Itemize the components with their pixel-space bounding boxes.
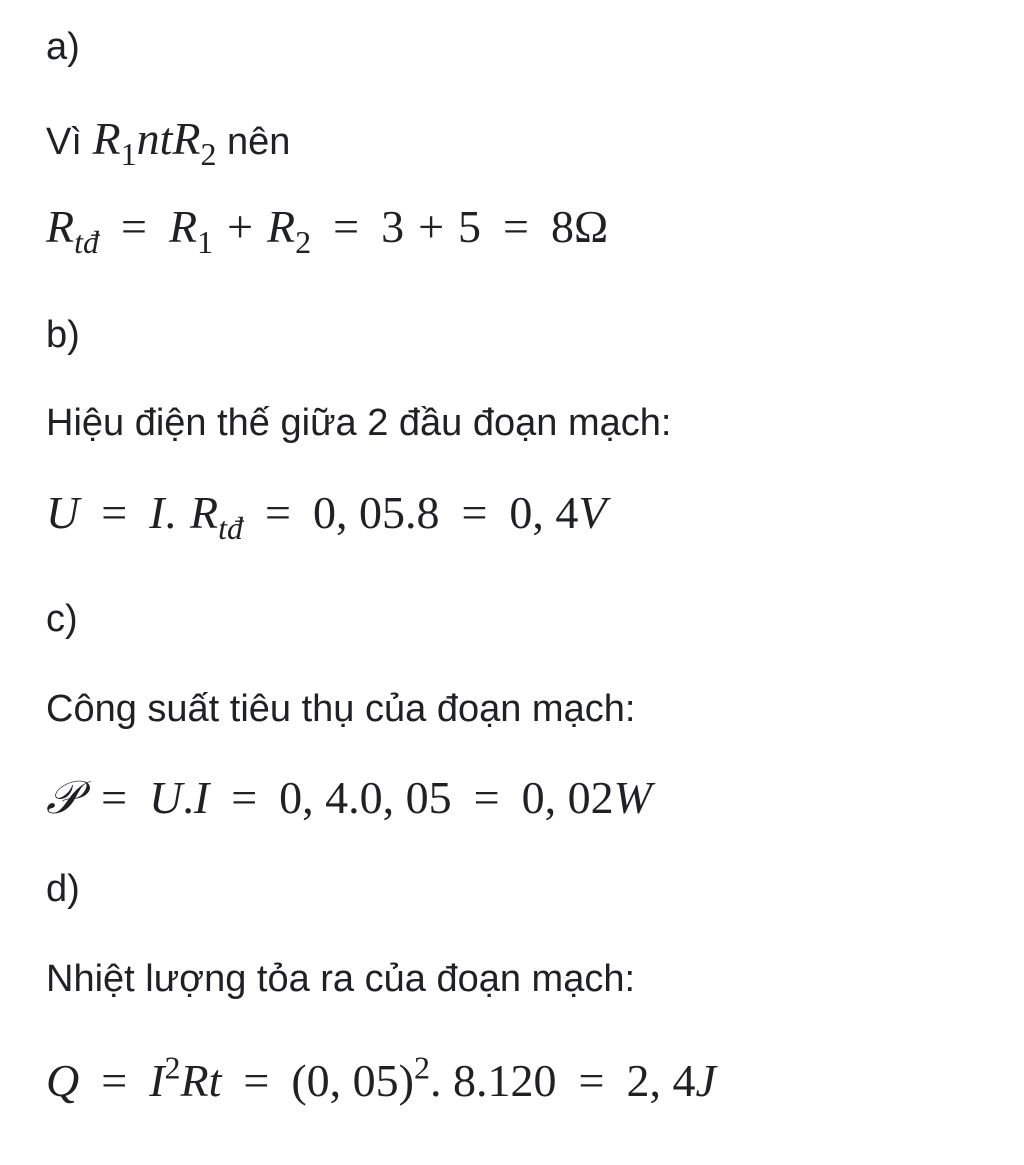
result-value: 8Ω: [550, 201, 609, 252]
result-value: 2, 4: [626, 1055, 696, 1106]
equals-sign: =: [578, 1055, 605, 1106]
result-unit: W: [613, 772, 652, 823]
equals-sign: =: [243, 1055, 270, 1106]
rtd-symbol: R: [46, 201, 75, 252]
number: 3: [381, 201, 405, 252]
r2-symbol: R: [172, 113, 201, 164]
r1-symbol: R: [168, 201, 198, 252]
part-b-text: Hiệu điện thế giữa 2 đầu đoạn mạch:: [46, 402, 672, 444]
r2-subscript: 2: [295, 224, 312, 261]
i-symbol: I: [149, 1055, 165, 1106]
dot-operator: .: [164, 487, 177, 538]
equals-sign: =: [473, 772, 500, 823]
result-value: 0, 4: [509, 487, 579, 538]
parenthesized-value: (0, 05): [291, 1055, 414, 1106]
rtd-subscript: tđ: [74, 224, 99, 261]
rtd-subscript: tđ: [218, 510, 244, 547]
power-symbol: 𝒫: [46, 770, 80, 824]
result-value: 0, 02: [521, 772, 614, 823]
nt-symbol: nt: [136, 113, 173, 164]
equals-sign: =: [101, 1055, 128, 1106]
r1-subscript: 1: [197, 224, 214, 261]
calculation: . 8.120: [430, 1055, 557, 1106]
part-d-equation: [46, 1049, 716, 1106]
part-b-equation: [46, 487, 607, 547]
i-symbol: I: [149, 487, 165, 538]
part-a-text-after: nên: [227, 121, 291, 163]
equals-sign: =: [461, 487, 488, 538]
result-unit: V: [578, 487, 607, 538]
plus-sign: +: [227, 201, 254, 252]
equals-sign: =: [231, 772, 258, 823]
part-a-statement: [46, 113, 291, 173]
dot-operator: .: [182, 772, 194, 823]
part-d-label: d): [46, 868, 80, 910]
part-d-text: Nhiệt lượng tỏa ra của đoạn mạch:: [46, 958, 636, 1000]
rt-symbol: Rt: [180, 1055, 222, 1106]
part-b-label: b): [46, 314, 80, 356]
equals-sign: =: [265, 487, 291, 538]
equals-sign: =: [121, 201, 147, 252]
equals-sign: =: [101, 772, 128, 823]
calculation: 0, 05.8: [312, 487, 440, 538]
i-exponent: 2: [164, 1049, 181, 1086]
part-a-text-before: Vì: [46, 121, 82, 163]
plus-sign: +: [418, 201, 445, 252]
equals-sign: =: [333, 201, 360, 252]
part-a-inline-formula: [92, 113, 217, 173]
number: 5: [458, 201, 482, 252]
part-a-equation: [46, 201, 609, 261]
paren-exponent: 2: [414, 1049, 430, 1086]
r1-subscript: 1: [120, 136, 137, 173]
result-unit: J: [695, 1055, 716, 1106]
part-c-text: Công suất tiêu thụ của đoạn mạch:: [46, 688, 636, 730]
r2-subscript: 2: [200, 136, 217, 173]
q-symbol: Q: [46, 1055, 80, 1106]
part-c-label: c): [46, 598, 78, 640]
r1-symbol: R: [92, 113, 121, 164]
calculation: 0, 4.0, 05: [279, 772, 452, 823]
equals-sign: =: [101, 487, 128, 538]
i-symbol: I: [193, 772, 210, 823]
part-a-label: a): [46, 26, 80, 68]
equals-sign: =: [503, 201, 529, 252]
part-c-equation: [46, 770, 652, 824]
u-symbol: U: [149, 772, 183, 823]
u-symbol: U: [46, 487, 80, 538]
rtd-symbol: R: [190, 487, 219, 538]
r2-symbol: R: [267, 201, 296, 252]
